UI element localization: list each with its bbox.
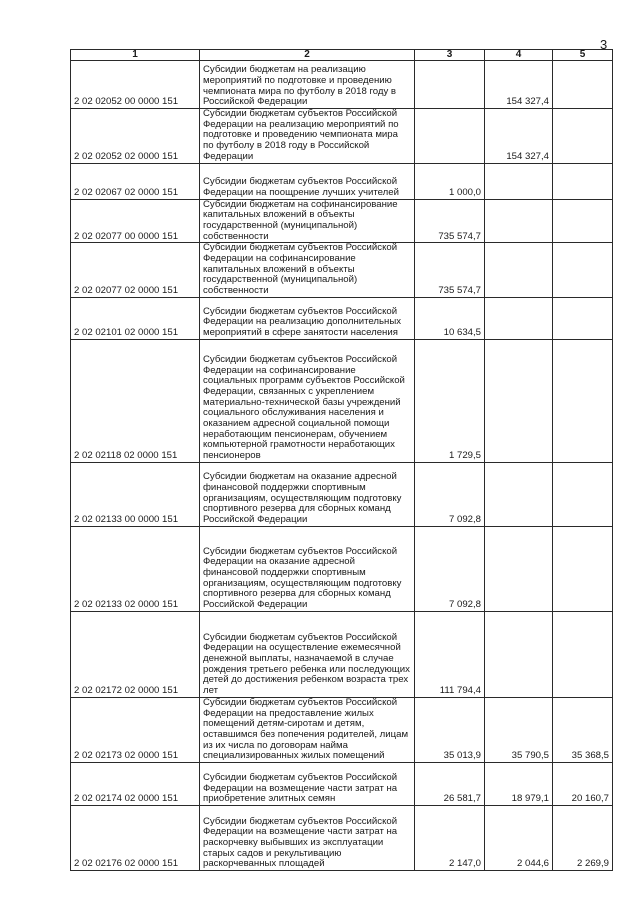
value-col3-cell: 1 729,5: [415, 339, 485, 462]
description-cell: Субсидии бюджетам на оказание адресной финансовой поддержки спортивным организациям, осуществляющим подготовку спортивного резерва для сборных команд Российской Федерации: [200, 462, 415, 526]
value-col5-cell: 2 269,9: [553, 806, 613, 871]
value-col4-cell: [485, 339, 553, 462]
column-header-2: 2: [200, 50, 415, 61]
description-cell: Субсидии бюджетам субъектов Российской Федерации на оказание адресной финансовой поддержки спортивным организациям, осуществляющим подготовку спортивного резерва для сборных команд Российской Федерации: [200, 526, 415, 611]
value-col5-cell: [553, 163, 613, 199]
table-row: [71, 61, 613, 109]
value-col3-cell: 35 013,9: [415, 697, 485, 762]
value-col5-cell: [553, 339, 613, 462]
value-col5-cell: 35 368,5: [553, 697, 613, 762]
column-header-4: 4: [485, 50, 553, 61]
table-row: [71, 199, 613, 243]
table-row: [71, 163, 613, 199]
description-cell: Субсидии бюджетам субъектов Российской Федерации на реализацию мероприятий по подготовке и проведению чемпионата мира по футболу в 2018 году в Российской Федерации: [200, 109, 415, 164]
value-col4-cell: 154 327,4: [485, 109, 553, 164]
code-cell: 2 02 02174 02 0000 151: [71, 763, 200, 806]
table-row: [71, 806, 613, 871]
table-row: [71, 697, 613, 762]
value-col4-cell: [485, 526, 553, 611]
budget-table: [70, 49, 613, 871]
description-cell: Субсидии бюджетам субъектов Российской Федерации на поощрение лучших учителей: [200, 163, 415, 199]
table-row: [71, 243, 613, 298]
value-col3-cell: 111 794,4: [415, 611, 485, 697]
table-row: [71, 297, 613, 339]
value-col3-cell: 735 574,7: [415, 243, 485, 298]
value-col5-cell: [553, 526, 613, 611]
value-col3-cell: 10 634,5: [415, 297, 485, 339]
description-cell: Субсидии бюджетам субъектов Российской Федерации на реализацию дополнительных мероприятий в сфере занятости населения: [200, 297, 415, 339]
column-header-5: 5: [553, 50, 613, 61]
table-header-row: [71, 50, 613, 61]
value-col4-cell: [485, 199, 553, 243]
column-header-1: 1: [71, 50, 200, 61]
table-row: [71, 763, 613, 806]
value-col5-cell: 20 160,7: [553, 763, 613, 806]
value-col4-cell: [485, 297, 553, 339]
value-col3-cell: 735 574,7: [415, 199, 485, 243]
code-cell: 2 02 02067 02 0000 151: [71, 163, 200, 199]
code-cell: 2 02 02118 02 0000 151: [71, 339, 200, 462]
value-col4-cell: [485, 611, 553, 697]
table-row: [71, 339, 613, 462]
value-col3-cell: 7 092,8: [415, 462, 485, 526]
value-col4-cell: 18 979,1: [485, 763, 553, 806]
value-col4-cell: 35 790,5: [485, 697, 553, 762]
description-cell: Субсидии бюджетам на софинансирование капитальных вложений в объекты государственной (муниципальной) собственности: [200, 199, 415, 243]
page-number: 3: [600, 37, 608, 52]
code-cell: 2 02 02133 02 0000 151: [71, 526, 200, 611]
code-cell: 2 02 02077 00 0000 151: [71, 199, 200, 243]
value-col5-cell: [553, 462, 613, 526]
value-col3-cell: 26 581,7: [415, 763, 485, 806]
table-row: [71, 109, 613, 164]
description-cell: Субсидии бюджетам субъектов Российской Федерации на возмещение части затрат на раскорчевку выбывших из эксплуатации старых садов и рекультивацию раскорчеванных площадей: [200, 806, 415, 871]
code-cell: 2 02 02077 02 0000 151: [71, 243, 200, 298]
table-row: [71, 462, 613, 526]
value-col5-cell: [553, 297, 613, 339]
value-col3-cell: 2 147,0: [415, 806, 485, 871]
value-col3-cell: 1 000,0: [415, 163, 485, 199]
code-cell: 2 02 02052 02 0000 151: [71, 109, 200, 164]
description-cell: Субсидии бюджетам на реализацию мероприятий по подготовке и проведению чемпионата мира по футболу в 2018 году в Российской Федерации: [200, 61, 415, 109]
table-row: [71, 611, 613, 697]
value-col3-cell: 7 092,8: [415, 526, 485, 611]
description-cell: Субсидии бюджетам субъектов Российской Федерации на предоставление жилых помещений детям-сиротам и детям, оставшимся без попечения родителей, лицам из их числа по договорам найма специализированных жилых помещений: [200, 697, 415, 762]
value-col5-cell: [553, 199, 613, 243]
description-cell: Субсидии бюджетам субъектов Российской Федерации на осуществление ежемесячной денежной выплаты, назначаемой в случае рождения третьего ребенка или последующих детей до достижения ребенком возраста трех лет: [200, 611, 415, 697]
value-col5-cell: [553, 61, 613, 109]
code-cell: 2 02 02133 00 0000 151: [71, 462, 200, 526]
code-cell: 2 02 02173 02 0000 151: [71, 697, 200, 762]
code-cell: 2 02 02052 00 0000 151: [71, 61, 200, 109]
description-cell: Субсидии бюджетам субъектов Российской Федерации на софинансирование социальных программ субъектов Российской Федерации, связанных с укреплением материально-технической базы учреждений социального обслуживания населения и оказанием адресной социальной помощи неработающим пенсионерам, обучением компьютерной грамотности неработающих пенсионеров: [200, 339, 415, 462]
value-col3-cell: [415, 61, 485, 109]
code-cell: 2 02 02176 02 0000 151: [71, 806, 200, 871]
table-row: [71, 526, 613, 611]
description-cell: Субсидии бюджетам субъектов Российской Федерации на софинансирование капитальных вложений в объекты государственной (муниципальной) собственности: [200, 243, 415, 298]
code-cell: 2 02 02172 02 0000 151: [71, 611, 200, 697]
code-cell: 2 02 02101 02 0000 151: [71, 297, 200, 339]
value-col5-cell: [553, 243, 613, 298]
value-col5-cell: [553, 109, 613, 164]
value-col4-cell: [485, 243, 553, 298]
value-col4-cell: 2 044,6: [485, 806, 553, 871]
value-col4-cell: [485, 462, 553, 526]
description-cell: Субсидии бюджетам субъектов Российской Федерации на возмещение части затрат на приобретение элитных семян: [200, 763, 415, 806]
value-col5-cell: [553, 611, 613, 697]
value-col4-cell: 154 327,4: [485, 61, 553, 109]
value-col4-cell: [485, 163, 553, 199]
value-col3-cell: [415, 109, 485, 164]
column-header-3: 3: [415, 50, 485, 61]
